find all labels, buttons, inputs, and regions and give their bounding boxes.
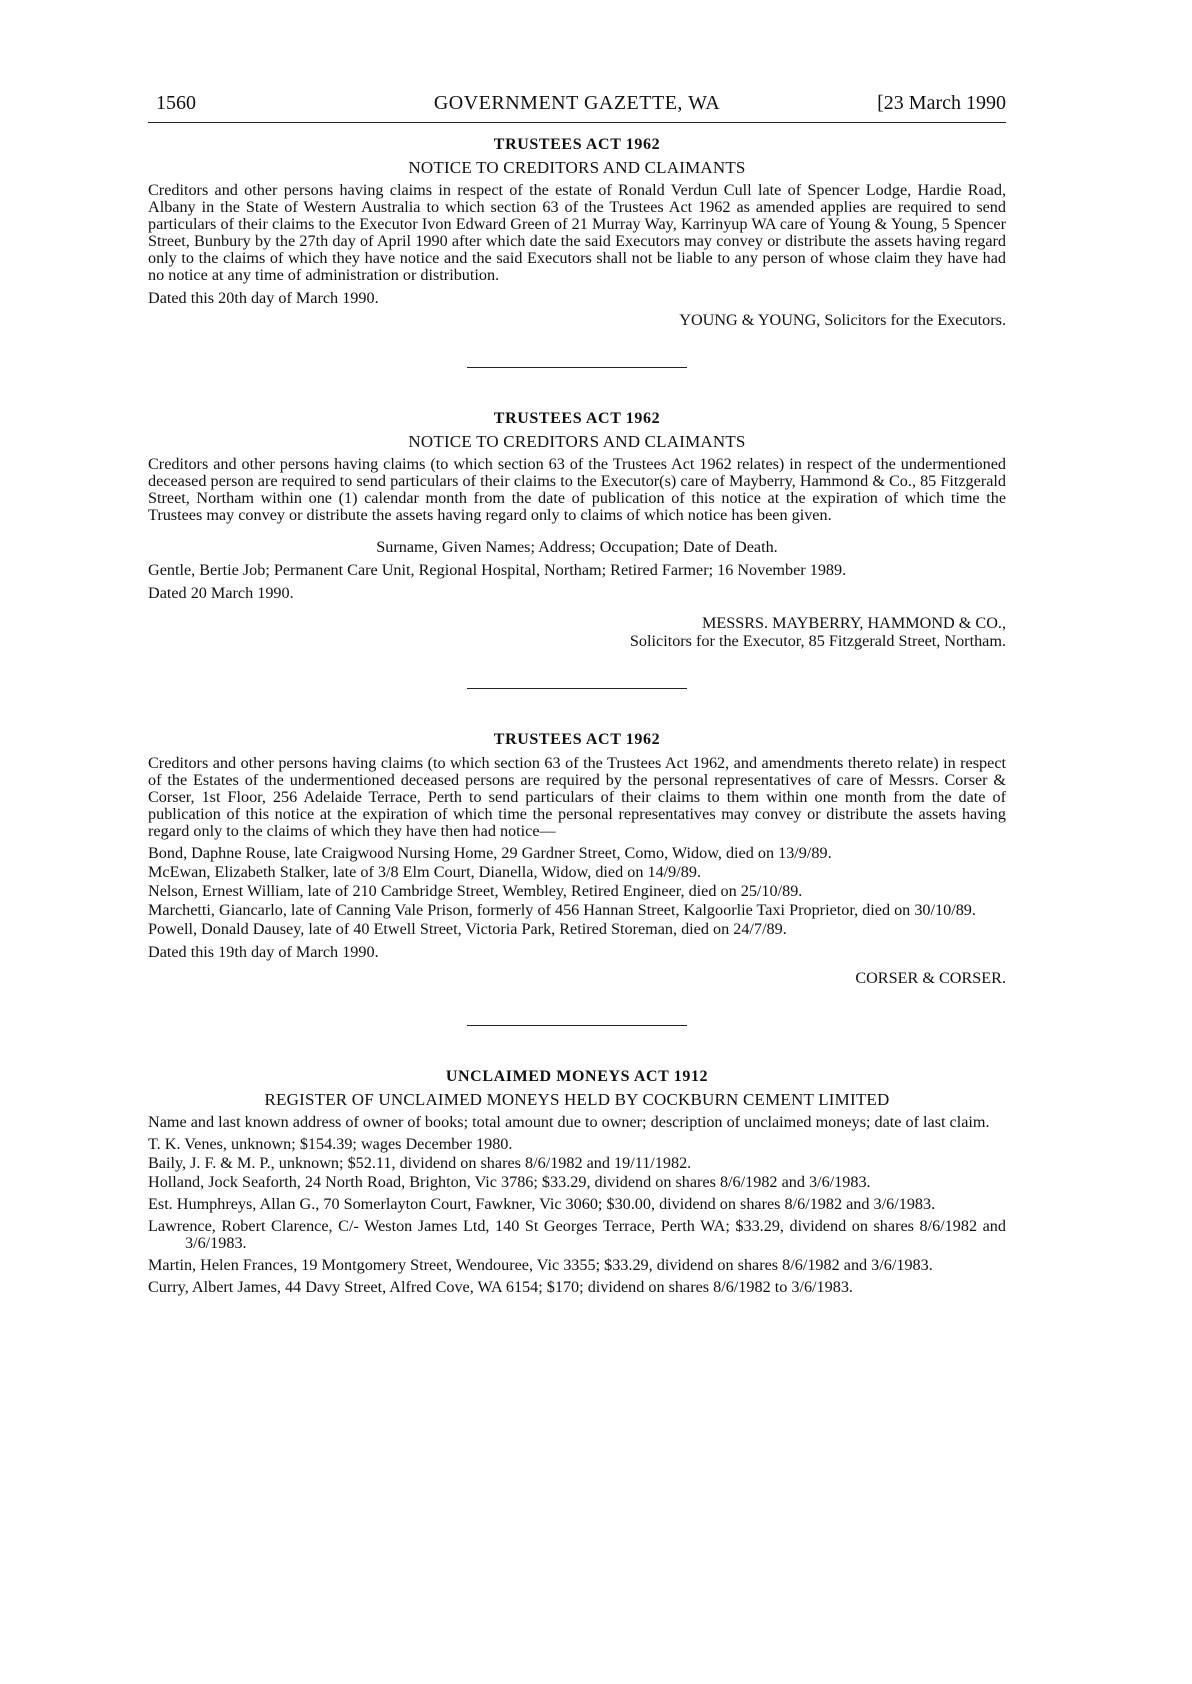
notice-subtitle: NOTICE TO CREDITORS AND CLAIMANTS [408,432,746,451]
notice-signature: YOUNG & YOUNG, Solicitors for the Executors. [679,311,1006,329]
notice-corser [148,731,1006,987]
register-entry: T. K. Venes, unknown; $154.39; wages December 1980. [148,1135,513,1153]
notice-title: TRUSTEES ACT 1962 [493,731,661,748]
notice-body: Creditors and other persons having claims (to which section 63 of the Trustees Act 1962 relates) in respect of the undermentioned deceased person are required to send particulars of their claims to the Executor(s) care of Mayberry, Hammond & Co., 85 Fitzgerald Street, Northam within one (1) calendar month from the date of publication of this notice at the expiration of which time the Trustees may convey or distribute the assets having regard only to claims of which notice has been given. [148,455,1006,524]
gazette-date: [23 March 1990 [877,92,1006,114]
notice-cull-estate [148,136,1006,329]
section-divider [467,688,687,689]
section-divider [467,367,687,368]
notice-dated: Dated 20 March 1990. [148,584,294,602]
deceased-entry: Bond, Daphne Rouse, late Craigwood Nursing Home, 29 Gardner Street, Como, Widow, died on 13/9/89. [148,844,832,862]
deceased-entry: Powell, Donald Dausey, late of 40 Etwell Street, Victoria Park, Retired Storeman, died on 24/7/89. [148,920,787,938]
notice-body: Creditors and other persons having claims in respect of the estate of Ronald Verdun Cull late of Spencer Lodge, Hardie Road, Albany in the State of Western Australia to which section 63 of the Trustees Act 1962 as amended applies are required to send particulars of their claims to the Executor Ivon Edward Green of 21 Murray Way, Karrinyup WA care of Young & Young, 5 Spencer Street, Bunbury by the 27th day of April 1990 after which date the said Executors may convey or distribute the assets having regard only to the claims of which they have notice and the said Executors shall not be liable to any person of whose claim they have had no notice at any time of administration or distribution. [148,181,1006,284]
register-entry: Holland, Jock Seaforth, 24 North Road, Brighton, Vic 3786; $33.29, dividend on shares 8/6/1982 and 3/6/1983. [148,1173,871,1191]
notice-body: Creditors and other persons having claims (to which section 63 of the Trustees Act 1962, and amendments thereto relate) in respect of the Estates of the undermentioned deceased persons are required by the personal representatives of care of Messrs. Corser & Corser, 1st Floor, 256 Adelaide Terrace, Perth to send particulars of their claims to them within one month from the date of publication of this notice at the expiration of which time the personal representatives may convey or distribute the assets having regard only to the claims of which they have then had notice— [148,754,1006,840]
notice-subtitle: REGISTER OF UNCLAIMED MONEYS HELD BY COCKBURN CEMENT LIMITED [264,1090,890,1109]
section-divider [467,1025,687,1026]
page-content [148,136,1006,1296]
notice-title: UNCLAIMED MONEYS ACT 1912 [445,1068,709,1085]
notice-body: Name and last known address of owner of books; total amount due to owner; description of unclaimed moneys; date of last claim. [148,1113,990,1131]
deceased-entry: McEwan, Elizabeth Stalker, late of 3/8 Elm Court, Dianella, Widow, died on 14/9/89. [148,863,701,881]
notice-title: TRUSTEES ACT 1962 [493,410,661,427]
notice-signature-line1: MESSRS. MAYBERRY, HAMMOND & CO., [701,614,1006,632]
notice-dated: Dated this 20th day of March 1990. [148,289,379,307]
deceased-entry: Gentle, Bertie Job; Permanent Care Unit, Regional Hospital, Northam; Retired Farmer; 16 November 1989. [148,561,847,579]
notice-unclaimed-moneys [148,1068,1006,1296]
notice-title: TRUSTEES ACT 1962 [493,136,661,153]
register-entry: Curry, Albert James, 44 Davy Street, Alfred Cove, WA 6154; $170; dividend on shares 8/6/1982 to 3/6/1983. [148,1278,853,1296]
register-entry: Baily, J. F. & M. P., unknown; $52.11, dividend on shares 8/6/1982 and 19/11/1982. [148,1154,692,1172]
notice-dated: Dated this 19th day of March 1990. [148,943,379,961]
gazette-title: GOVERNMENT GAZETTE, WA [433,92,721,114]
register-entry: Martin, Helen Frances, 19 Montgomery Street, Wendouree, Vic 3355; $33.29, dividend on shares 8/6/1982 and 3/6/1983. [148,1256,933,1274]
page-number: 1560 [156,92,196,114]
notice-subtitle: NOTICE TO CREDITORS AND CLAIMANTS [408,158,746,177]
column-caption: Surname, Given Names; Address; Occupation; Date of Death. [376,538,778,556]
register-entry: Lawrence, Robert Clarence, C/- Weston James Ltd, 140 St Georges Terrace, Perth WA; $33.29, dividend on shares 8/6/1982 and 3/6/1983. [148,1217,1006,1252]
page-header [148,92,1006,123]
notice-mayberry-hammond [148,410,1006,650]
notice-signature-line2: Solicitors for the Executor, 85 Fitzgerald Street, Northam. [629,632,1006,650]
notice-signature: CORSER & CORSER. [855,969,1006,987]
deceased-entry: Marchetti, Giancarlo, late of Canning Vale Prison, formerly of 456 Hannan Street, Kalgoorlie Taxi Proprietor, died on 30/10/89. [148,901,976,919]
register-entry: Est. Humphreys, Allan G., 70 Somerlayton Court, Fawkner, Vic 3060; $30.00, dividend on shares 8/6/1982 and 3/6/1983. [148,1195,936,1213]
deceased-entry: Nelson, Ernest William, late of 210 Cambridge Street, Wembley, Retired Engineer, died on 25/10/89. [148,882,803,900]
